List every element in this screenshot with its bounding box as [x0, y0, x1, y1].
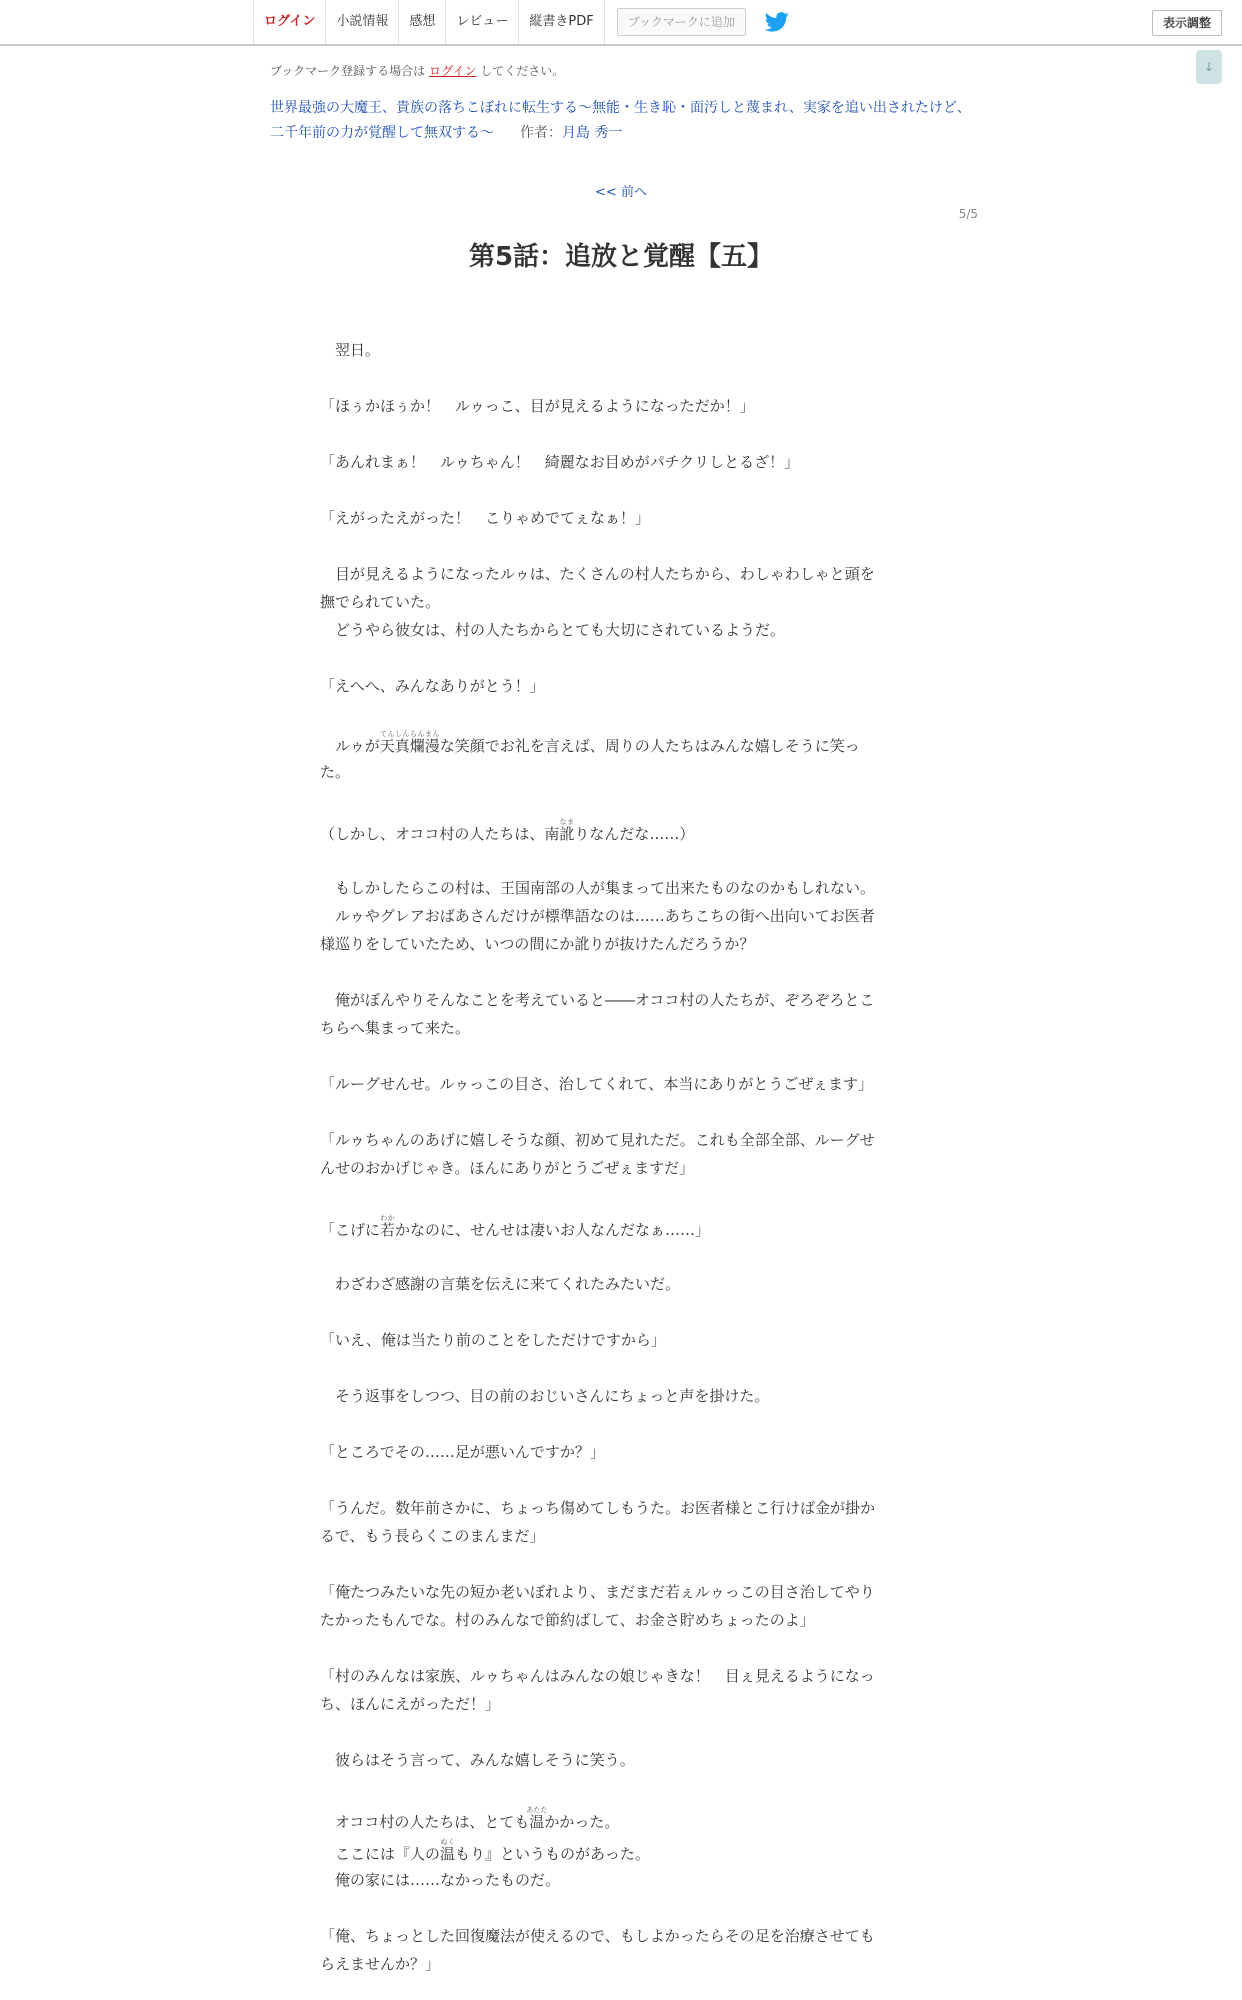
body-line: わざわざ感謝の言葉を伝えに来てくれたみたいだ。 [320, 1275, 681, 1293]
ruby-base: 温 [440, 1845, 456, 1863]
novel-title-block [270, 96, 990, 146]
scroll-down-button[interactable]: ↓ [1196, 50, 1222, 84]
body-line: そう返事をしつつ、目の前のおじいさんにちょっと声を掛けた。 [320, 1387, 770, 1405]
body-line: らえませんか？」 [320, 1955, 441, 1973]
body-line: 「ルーグせんせ。ルゥっこの目さ、治してくれて、本当にありがとうごぜぇます」 [320, 1075, 874, 1093]
body-line: 「俺、ちょっとした回復魔法が使えるので、もしよかったらその足を治療させても [320, 1927, 875, 1945]
text-fragment: りなんだな……） [574, 825, 695, 843]
ruby-annotation [380, 1214, 396, 1239]
chapter-title: 第5話：追放と覚醒【五】 [468, 242, 774, 272]
body-line: 「いえ、俺は当たり前のことをしただけですから」 [320, 1331, 666, 1349]
body-line: ち、ほんにえがっただ！」 [320, 1695, 501, 1713]
top-navigation-bar [0, 0, 1242, 46]
ruby-reading: あたた [526, 1806, 548, 1814]
text-fragment: ここには『人の [320, 1845, 441, 1863]
body-line: たかったもんでな。村のみんなで節約ばして、お金さ貯めちょったのよ」 [320, 1611, 815, 1629]
author-label: 作者： [520, 125, 562, 141]
body-line [320, 1214, 920, 1244]
ruby-annotation [379, 730, 440, 755]
text-fragment: ルゥが [320, 737, 380, 755]
body-line: るで、もう長らくこのまんまだ」 [320, 1527, 545, 1545]
body-line [320, 1838, 920, 1868]
ruby-reading: わか [380, 1214, 396, 1222]
ruby-base: 若 [380, 1221, 396, 1239]
body-line [320, 1806, 920, 1836]
body-line: 「えへへ、みんなありがとう！」 [320, 677, 545, 695]
novel-title-line-1[interactable]: 世界最強の大魔王、貴族の落ちこぼれに転生する～無能・生き恥・面汚しと蔑まれ、実家を追い出されたけど、 [270, 100, 971, 116]
text-fragment: （しかし、オココ村の人たちは、南 [320, 825, 560, 843]
main-nav [253, 0, 790, 44]
body-line: 「ほぅかほぅか！ ルゥっこ、目が見えるようになっただか！」 [320, 397, 755, 415]
nav-vertical-pdf-link[interactable]: 縦書きPDF [518, 0, 604, 44]
body-line: 俺がぼんやりそんなことを考えていると――オココ村の人たちが、ぞろぞろとこ [320, 991, 875, 1009]
body-line: 「村のみんなは家族、ルゥちゃんはみんなの娘じゃきな！ 目ぇ見えるようになっ [320, 1667, 875, 1685]
login-notice-link[interactable]: ログイン [429, 64, 477, 78]
episode-page-count: 5/5 [958, 207, 978, 221]
body-line: んせのおかげじゃき。ほんにありがとうごぜぇますだ」 [320, 1159, 695, 1177]
add-bookmark-button[interactable]: ブックマークに追加 [617, 8, 746, 36]
body-line: 「えがったえがった！ こりゃめでてぇなぁ！」 [320, 509, 651, 527]
novel-title-line-2[interactable]: 二千年前の力が覚醒して無双する～ [270, 125, 494, 141]
ruby-reading: ぬく [440, 1838, 456, 1846]
author-name-link[interactable]: 月島 秀一 [562, 125, 623, 141]
ruby-base: 訛 [559, 825, 575, 843]
body-line: 「あんれまぁ！ ルゥちゃん！ 綺麗なお目めがパチクリしとるざ！」 [320, 453, 800, 471]
login-notice-prefix: ブックマーク登録する場合は [270, 64, 426, 78]
ruby-base: 温 [526, 1813, 548, 1831]
body-line: 「俺たつみたいな先の短か老いぼれより、まだまだ若ぇルゥっこの目さ治してやり [320, 1583, 875, 1601]
body-line: 目が見えるようになったルゥは、たくさんの村人たちから、わしゃわしゃと頭を [320, 565, 875, 583]
twitter-share-button[interactable] [764, 11, 790, 33]
ruby-base: 天真爛漫 [379, 737, 440, 755]
text-fragment: かかった。 [544, 1813, 620, 1831]
ruby-reading: なま [559, 818, 575, 826]
body-line: どうやら彼女は、村の人たちからとても大切にされているようだ。 [320, 621, 786, 639]
text-fragment: な笑顔でお礼を言えば、周りの人たちはみんな嬉しそうに笑っ [439, 737, 860, 755]
nav-login-link[interactable]: ログイン [253, 0, 325, 44]
body-line: 撫でられていた。 [320, 593, 441, 611]
body-line [320, 730, 920, 760]
body-line: 様巡りをしていたため、いつの間にか訛りが抜けたんだろうか？ [320, 935, 755, 953]
body-line [320, 818, 920, 848]
previous-episode-link[interactable]: << 前へ [595, 185, 647, 200]
login-notice-suffix: してください。 [480, 64, 565, 78]
ruby-annotation [559, 818, 575, 843]
body-line: 彼らはそう言って、みんな嬉しそうに笑う。 [320, 1751, 635, 1769]
text-fragment: かなのに、せんせは凄いお人なんだなぁ……」 [395, 1221, 711, 1239]
body-line: 俺の家には……なかったものだ。 [320, 1871, 561, 1889]
text-fragment: 「こげに [320, 1221, 381, 1239]
body-line: ルゥやグレアおばあさんだけが標準語なのは……あちこちの街へ出向いてお医者 [320, 907, 875, 925]
nav-review-link[interactable]: レビュー [445, 0, 518, 44]
ruby-annotation [440, 1838, 456, 1863]
ruby-reading: てんしんらんまん [379, 730, 440, 738]
twitter-bird-icon [765, 12, 789, 32]
body-line: た。 [320, 763, 351, 781]
body-line: 「うんだ。数年前さかに、ちょっち傷めてしもうた。お医者様とこ行けば金が掛か [320, 1499, 876, 1517]
login-notice [270, 62, 564, 79]
nav-impressions-link[interactable]: 感想 [398, 0, 445, 44]
body-line: 「ルゥちゃんのあげに嬉しそうな顔、初めて見れただ。これも全部全部、ルーグせ [320, 1131, 875, 1149]
body-line: 翌日。 [320, 341, 381, 359]
body-line: 「ところでその……足が悪いんですか？」 [320, 1443, 605, 1461]
body-line: もしかしたらこの村は、王国南部の人が集まって出来たものなのかもしれない。 [320, 879, 876, 897]
body-line: ちらへ集まって来た。 [320, 1019, 471, 1037]
ruby-annotation [526, 1806, 548, 1831]
text-fragment: もり』というものがあった。 [455, 1845, 650, 1863]
nav-novel-info-link[interactable]: 小説情報 [325, 0, 398, 44]
text-fragment: オココ村の人たちは、とても [320, 1813, 530, 1831]
display-adjust-button[interactable]: 表示調整 [1152, 10, 1222, 36]
